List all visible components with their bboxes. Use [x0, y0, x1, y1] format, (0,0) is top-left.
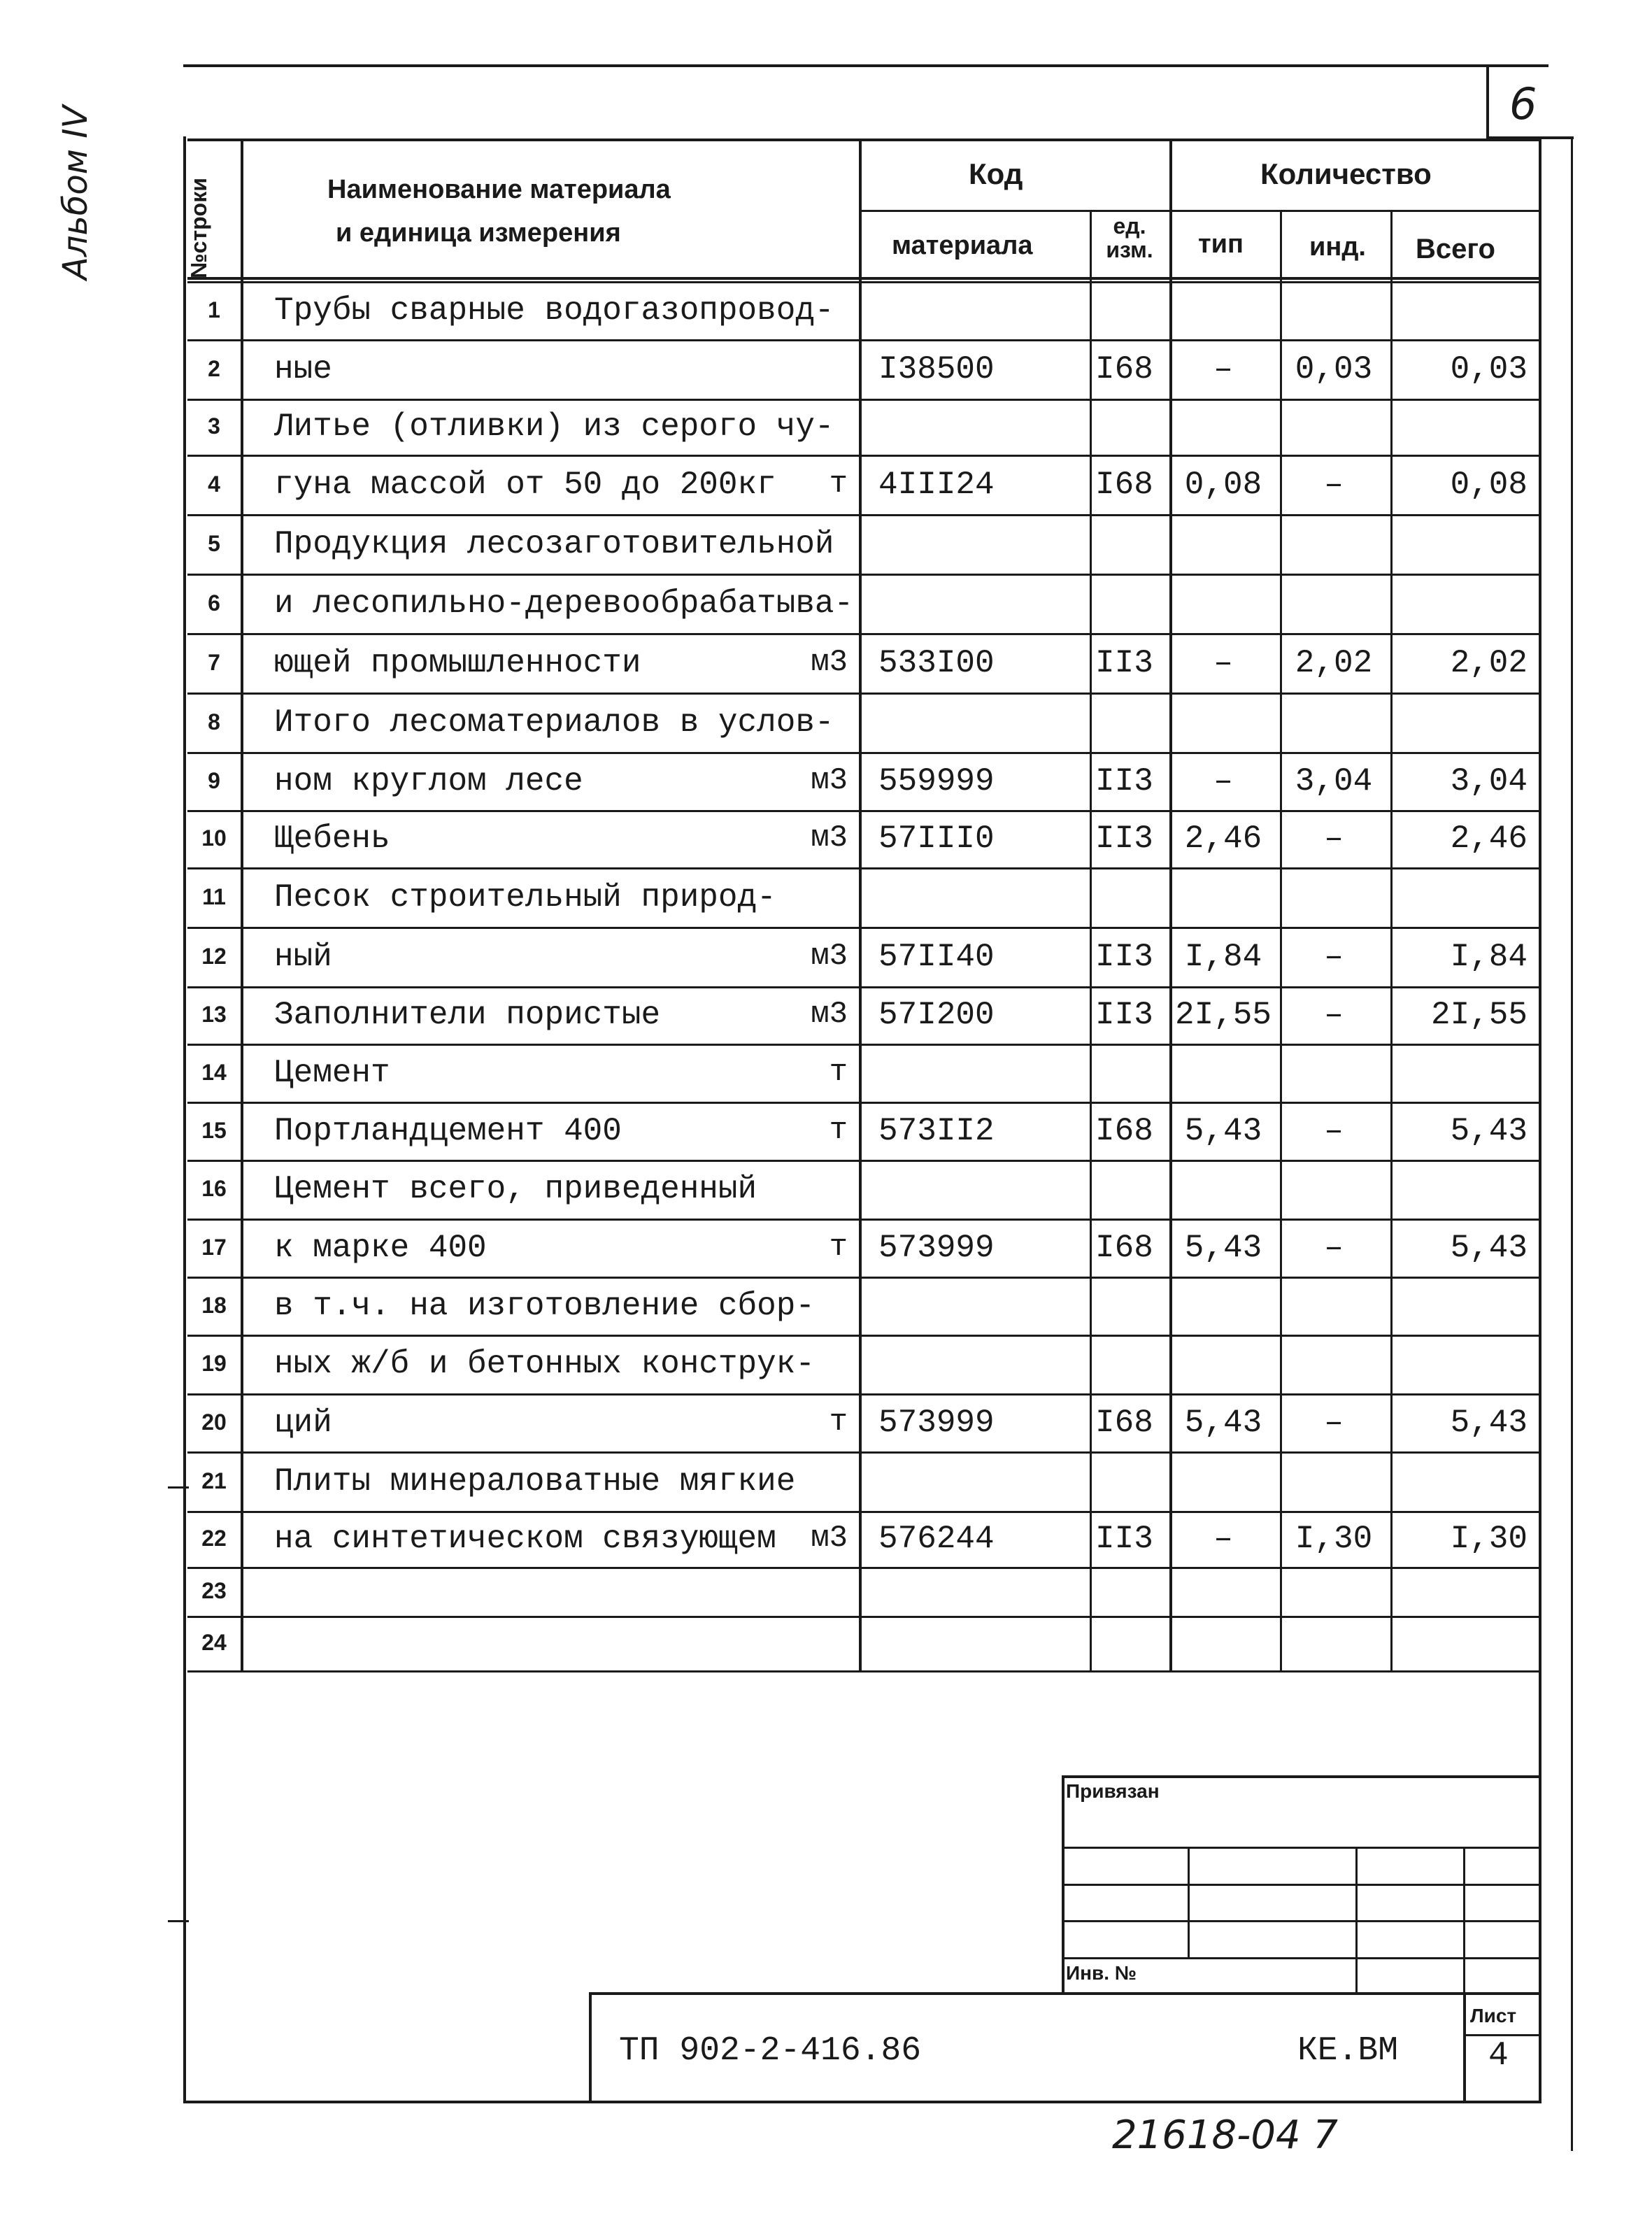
stamp-doc-code: ТП 902-2-416.86: [619, 2032, 922, 2070]
row-number: 4: [208, 471, 220, 497]
row-line: [187, 1511, 1539, 1513]
material-name: Цемент: [274, 1055, 390, 1091]
row-line: [187, 810, 1539, 812]
unit-code: II3: [1095, 1521, 1153, 1557]
unit-label: м3: [811, 763, 848, 798]
row-line: [187, 455, 1539, 457]
material-name: на синтетическом связующем: [274, 1521, 776, 1557]
unit-label: т: [829, 1055, 848, 1090]
material-name: Литье (отливки) из серого чу-: [274, 409, 834, 445]
qty-ind: –: [1324, 1113, 1344, 1149]
unit-label: м3: [811, 1521, 848, 1556]
qty-type: 0,08: [1184, 467, 1262, 503]
unit-label: т: [829, 1113, 848, 1148]
material-name: ющей промышленности: [274, 645, 641, 681]
row-number: 1: [208, 297, 220, 322]
header-bottom-line: [187, 281, 1539, 283]
material-name: ные: [274, 351, 332, 388]
material-code: 57III0: [878, 821, 995, 857]
qty-total: 5,43: [1450, 1230, 1528, 1266]
header-qty-type: тип: [1198, 229, 1244, 259]
row-number: 15: [201, 1118, 227, 1143]
col-line: [241, 139, 243, 1670]
row-line: [187, 867, 1539, 869]
unit-code: II3: [1095, 763, 1153, 800]
row-number: 14: [201, 1060, 227, 1085]
qty-total: 3,04: [1450, 763, 1528, 800]
row-number: 16: [201, 1176, 227, 1201]
qty-type: I,84: [1184, 939, 1262, 975]
header-name-line2: и единица измерения: [336, 218, 621, 248]
row-number: 17: [201, 1235, 227, 1260]
row-number: 11: [202, 884, 226, 909]
qty-type: –: [1213, 351, 1233, 388]
qty-ind: 3,04: [1295, 763, 1373, 800]
row-line: [187, 927, 1539, 929]
header-row-no: №строки: [186, 178, 211, 278]
row-line: [187, 1219, 1539, 1221]
qty-type: –: [1213, 1521, 1233, 1557]
header-name-line1: Наименование материала: [327, 175, 671, 204]
page-number: 6: [1509, 78, 1537, 129]
qty-type: 5,43: [1184, 1230, 1262, 1266]
row-number: 8: [208, 709, 220, 734]
header-code-unit: ед. изм.: [1106, 213, 1153, 262]
header-bottom-line: [187, 277, 1539, 280]
row-line: [187, 1670, 1539, 1672]
unit-label: м3: [811, 645, 848, 680]
qty-type: 5,43: [1184, 1405, 1262, 1441]
qty-type: –: [1213, 763, 1233, 800]
header-qty-ind: инд.: [1309, 232, 1366, 262]
stamp-sheet-number: 4: [1488, 2037, 1509, 2075]
unit-code: I68: [1095, 1405, 1153, 1441]
unit-code: I68: [1095, 351, 1153, 388]
qty-total: 5,43: [1450, 1113, 1528, 1149]
row-line: [187, 1616, 1539, 1618]
material-name: в т.ч. на изготовление сбор-: [274, 1288, 815, 1324]
material-name: Песок строительный природ-: [274, 879, 776, 916]
row-number: 5: [208, 531, 220, 556]
row-number: 2: [208, 356, 220, 381]
material-name: ций: [274, 1405, 332, 1441]
qty-ind: 0,03: [1295, 351, 1373, 388]
material-code: 4III24: [878, 467, 995, 503]
qty-ind: –: [1324, 467, 1344, 503]
qty-ind: –: [1324, 1230, 1344, 1266]
qty-ind: –: [1324, 1405, 1344, 1441]
material-code: 57II40: [878, 939, 995, 975]
row-number: 23: [201, 1578, 227, 1603]
row-number: 19: [201, 1351, 227, 1376]
material-name: Продукция лесозаготовительной: [274, 526, 834, 562]
row-line: [187, 693, 1539, 695]
unit-label: т: [829, 467, 848, 502]
material-name: Щебень: [274, 821, 390, 857]
material-name: и лесопильно-деревообрабатыва-: [274, 585, 854, 622]
bottom-border: [183, 2101, 1541, 2103]
qty-total: 5,43: [1450, 1405, 1528, 1441]
row-line: [187, 1044, 1539, 1046]
unit-code: II3: [1095, 997, 1153, 1033]
row-line: [187, 1335, 1539, 1337]
material-code: 573999: [878, 1230, 995, 1266]
qty-ind: I,30: [1295, 1521, 1373, 1557]
row-number: 10: [201, 825, 227, 851]
qty-total: 0,03: [1450, 351, 1528, 388]
row-number: 3: [208, 413, 220, 439]
row-number: 9: [208, 768, 220, 793]
material-name: Трубы сварные водогазопровод-: [274, 292, 834, 329]
material-name: Плиты минераловатные мягкие: [274, 1463, 796, 1500]
qty-ind: –: [1324, 939, 1344, 975]
header-code-group: Код: [969, 157, 1023, 190]
material-name: к марке 400: [274, 1230, 487, 1266]
header-qty-total: Всего: [1416, 234, 1495, 264]
unit-label: т: [829, 1405, 848, 1440]
header-qty-group: Количество: [1260, 157, 1432, 190]
row-line: [187, 752, 1539, 754]
material-code: 576244: [878, 1521, 995, 1557]
tick-mark: [168, 1920, 189, 1922]
row-number: 22: [201, 1526, 227, 1551]
stamp-section: КЕ.ВМ: [1297, 2032, 1399, 2070]
row-number: 6: [208, 590, 220, 616]
qty-ind: –: [1324, 821, 1344, 857]
qty-type: 2I,55: [1174, 997, 1272, 1033]
material-name: Итого лесоматериалов в услов-: [274, 704, 834, 741]
material-name: гуна массой от 50 до 200кг: [274, 467, 776, 503]
unit-label: м3: [811, 997, 848, 1032]
material-name: Цемент всего, приведенный: [274, 1171, 757, 1207]
row-line: [187, 1393, 1539, 1395]
qty-total: 2,02: [1450, 645, 1528, 681]
stamp-sheet-label: Лист: [1470, 2005, 1517, 2026]
row-number: 7: [208, 650, 220, 675]
row-number: 24: [201, 1630, 227, 1655]
material-name: Заполнители пористые: [274, 997, 661, 1033]
qty-total: 0,08: [1450, 467, 1528, 503]
qty-total: I,30: [1450, 1521, 1528, 1557]
col-line: [859, 139, 862, 1670]
row-line: [187, 1277, 1539, 1279]
header-mid-line: [859, 210, 1539, 212]
material-code: 533I00: [878, 645, 995, 681]
material-name: ных ж/б и бетонных конструк-: [274, 1346, 815, 1382]
row-number: 20: [201, 1409, 227, 1435]
material-code: 573II2: [878, 1113, 995, 1149]
unit-label: т: [829, 1230, 848, 1265]
row-line: [187, 339, 1539, 341]
footer-handwritten-number: 21618-04 7: [1112, 2112, 1339, 2158]
row-line: [187, 986, 1539, 988]
header-code-material: материала: [892, 231, 1033, 260]
unit-code: II3: [1095, 645, 1153, 681]
side-note: Альбом IV: [56, 105, 95, 280]
material-name: ный: [274, 939, 332, 975]
unit-code: I68: [1095, 467, 1153, 503]
qty-type: –: [1213, 645, 1233, 681]
row-line: [187, 1567, 1539, 1569]
row-number: 12: [201, 944, 227, 969]
row-number: 13: [201, 1002, 227, 1027]
material-name: Портландцемент 400: [274, 1113, 622, 1149]
unit-code: I68: [1095, 1113, 1153, 1149]
qty-total: 2,46: [1450, 821, 1528, 857]
qty-ind: 2,02: [1295, 645, 1373, 681]
stamp-inv-no-label: Инв. №: [1066, 1962, 1137, 1984]
row-number: 21: [201, 1468, 227, 1493]
qty-ind: –: [1324, 997, 1344, 1033]
material-name: ном круглом лесе: [274, 763, 583, 800]
unit-label: м3: [811, 939, 848, 974]
row-number: 18: [201, 1293, 227, 1318]
stamp-attached-label: Привязан: [1066, 1780, 1160, 1802]
row-line: [187, 1102, 1539, 1104]
material-code: 559999: [878, 763, 995, 800]
qty-total: 2I,55: [1430, 997, 1528, 1033]
row-line: [187, 399, 1539, 401]
row-line: [187, 574, 1539, 576]
table-top-line: [187, 139, 1539, 141]
material-code: 57I200: [878, 997, 995, 1033]
unit-code: II3: [1095, 821, 1153, 857]
qty-total: I,84: [1450, 939, 1528, 975]
material-code: 573999: [878, 1405, 995, 1441]
unit-label: м3: [811, 821, 848, 855]
unit-code: II3: [1095, 939, 1153, 975]
qty-type: 5,43: [1184, 1113, 1262, 1149]
row-line: [187, 633, 1539, 635]
qty-type: 2,46: [1184, 821, 1262, 857]
material-code: I38500: [878, 351, 995, 388]
row-line: [187, 514, 1539, 516]
unit-code: I68: [1095, 1230, 1153, 1266]
row-line: [187, 1160, 1539, 1162]
row-line: [187, 1451, 1539, 1454]
